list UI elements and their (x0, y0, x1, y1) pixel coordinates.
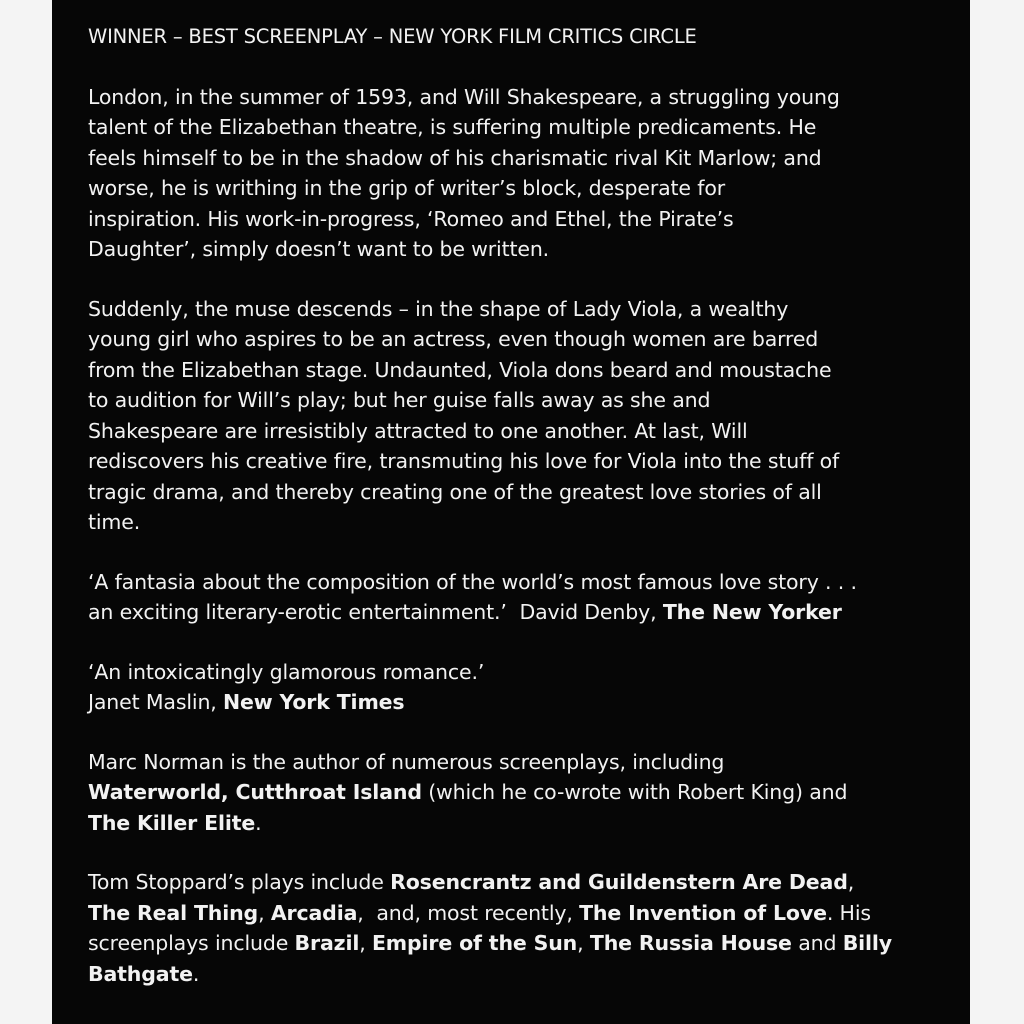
quote-text: an exciting literary-erotic entertainment.’ David Denby, (88, 600, 663, 624)
text-line: tragic drama, and thereby creating one of the greatest love stories of all (88, 479, 822, 504)
bio-text: , (847, 870, 855, 894)
text-line (88, 777, 948, 808)
bio-text: . (192, 961, 200, 986)
text-line: rediscovers his creative fire, transmuting his love for Viola into the stuff of (88, 449, 840, 473)
bio-text: screenplays include (88, 931, 295, 955)
bio-text: and (791, 931, 843, 955)
bio-text: , (359, 931, 372, 955)
work-title: Empire of the Sun (371, 931, 578, 955)
text-line: young girl who aspires to be an actress, even though women are barred (88, 327, 819, 351)
text-line (88, 928, 948, 959)
work-title: The Invention of Love (579, 900, 827, 925)
review-quote-new-yorker (88, 567, 948, 628)
work-title: Bathgate (88, 961, 193, 986)
bio-text: , (258, 900, 271, 925)
text-line: from the Elizabethan stage. Undaunted, Viola dons beard and moustache (88, 357, 832, 382)
text-line: Shakespeare are irresistibly attracted to one another. At last, Will (88, 418, 748, 443)
text-line (88, 867, 948, 898)
text-line: worse, he is writhing in the grip of writer’s block, desperate for (88, 176, 726, 200)
bio-text: . His (826, 900, 871, 925)
quote-source: The New Yorker (662, 600, 842, 624)
work-title: The Russia House (589, 931, 792, 955)
text-line: inspiration. His work-in-progress, ‘Romeo and Ethel, the Pirate’s (88, 206, 734, 231)
author-bio-stoppard (88, 867, 948, 989)
bio-text: , (577, 931, 590, 955)
text-line: Daughter’, simply doesn’t want to be written. (88, 237, 550, 261)
text-line: feels himself to be in the shadow of his charismatic rival Kit Marlow; and (88, 145, 822, 170)
quote-source: New York Times (223, 690, 405, 714)
text-line: London, in the summer of 1593, and Will Shakespeare, a struggling young (88, 84, 840, 109)
work-title: The Killer Elite (88, 810, 256, 835)
synopsis-paragraph-2 (88, 294, 948, 538)
bio-text: , and, most recently, (357, 900, 580, 925)
award-line: WINNER – BEST SCREENPLAY – NEW YORK FILM CRITICS CIRCLE (88, 25, 697, 48)
work-title: Rosencrantz and Guildenstern Are Dead (390, 870, 848, 894)
review-quote-nyt (88, 657, 948, 718)
work-title: The Real Thing (88, 900, 259, 925)
bio-text: (which he co-wrote with Robert King) and (421, 780, 848, 804)
quote-attribution (88, 597, 948, 628)
quote-author: Janet Maslin, (88, 690, 224, 714)
work-title: Brazil (294, 931, 360, 955)
bio-text: . (255, 810, 262, 835)
text-line: Suddenly, the muse descends – in the shape of Lady Viola, a wealthy (88, 296, 789, 321)
text-line: time. (88, 510, 141, 534)
work-title: Billy (842, 931, 893, 955)
text-line: Marc Norman is the author of numerous screenplays, including (88, 749, 725, 774)
work-title: Arcadia (270, 900, 358, 925)
author-bio-norman (88, 747, 948, 839)
synopsis-paragraph-1 (88, 82, 948, 265)
text-line: talent of the Elizabethan theatre, is suffering multiple predicaments. He (88, 115, 817, 139)
bio-text: Tom Stoppard’s plays include (88, 870, 391, 894)
text-line (88, 808, 948, 839)
quote-text: ‘A fantasia about the composition of the world’s most famous love story . . . (88, 569, 857, 594)
quote-text: ‘An intoxicatingly glamorous romance.’ (88, 659, 485, 684)
text-line (88, 898, 948, 929)
cover-text (88, 22, 948, 1018)
work-title: Waterworld, Cutthroat Island (88, 780, 422, 804)
text-line (88, 959, 948, 990)
text-line: to audition for Will’s play; but her guise falls away as she and (88, 388, 711, 412)
quote-attribution (88, 687, 948, 718)
